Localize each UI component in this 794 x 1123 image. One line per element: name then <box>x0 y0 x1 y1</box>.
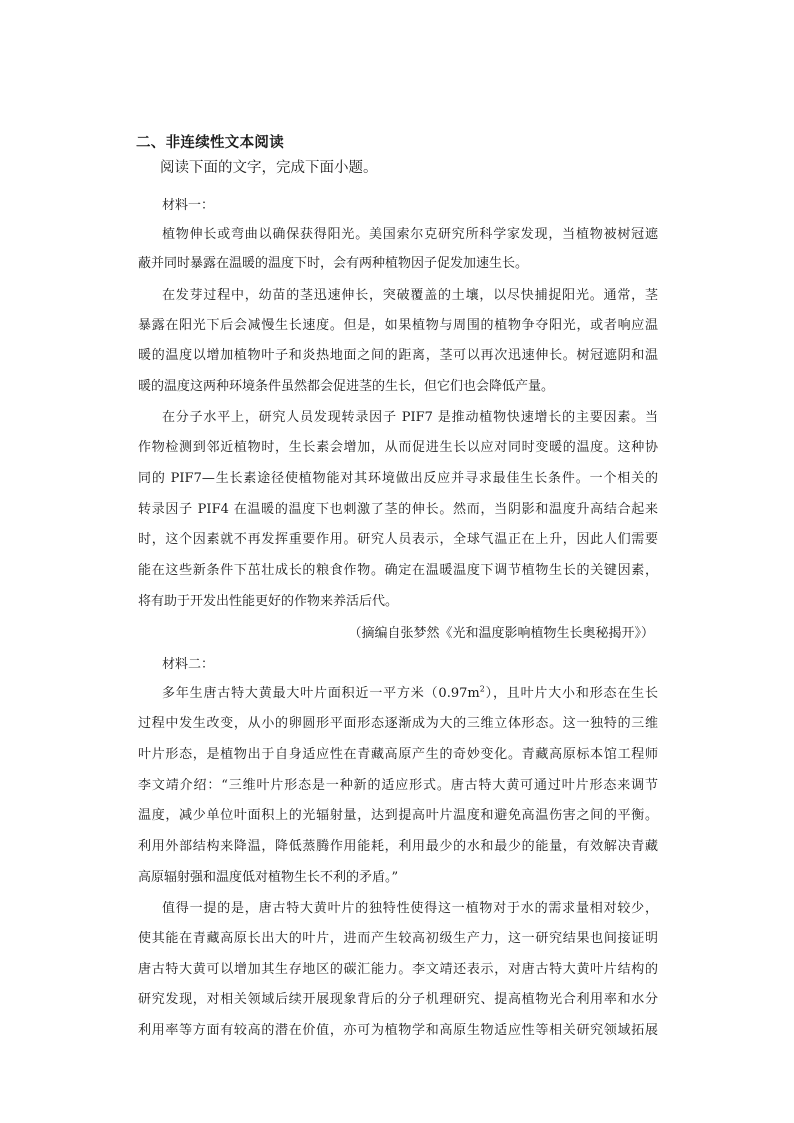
paragraph-line: 蔽并同时暴露在温暖的温度下时，会有两种植物因子促发加速生长。 <box>138 256 529 271</box>
paragraph-line: 在分子水平上，研究人员发现转录因子 PIF7 是推动植物快速增长的主要因素。当 <box>162 410 658 425</box>
paragraph-line: 能在这些新条件下茁壮成长的粮食作物。确定在温暖温度下调节植物生长的关键因素， <box>138 563 658 578</box>
source-citation: （摘编自张梦然《光和温度影响植物生长奥秘揭开》） <box>348 626 654 641</box>
superscript: 2 <box>479 684 485 694</box>
paragraph-line: 转录因子 PIF4 在温暖的温度下也刺激了茎的伸长。然而，当阴影和温度升高结合起来 <box>138 502 658 517</box>
paragraph-line: 将有助于开发出性能更好的作物来养活后代。 <box>138 594 399 609</box>
material2-label: 材料二： <box>162 657 215 672</box>
paragraph-line: 在发芽过程中，幼苗的茎迅速伸长，突破覆盖的土壤，以尽快捕捉阳光。通常，茎 <box>162 288 658 303</box>
paragraph-line: 使其能在青藏高原长出大的叶片，进而产生较高初级生产力，这一研究结果也间接证明 <box>138 931 658 946</box>
paragraph-line <box>162 684 658 704</box>
material1-label: 材料一： <box>162 198 215 213</box>
paragraph-line: 暴露在阳光下后会减慢生长速度。但是，如果植物与周围的植物争夺阳光，或者响应温 <box>138 318 658 333</box>
paragraph-line: 过程中发生改变，从小的卵圆形平面形态逐渐成为大的三维立体形态。这一独特的三维 <box>138 716 658 731</box>
paragraph-line: 利用率等方面有较高的潜在价值，亦可为植物学和高原生物适应性等相关研究领域拓展 <box>138 1023 658 1038</box>
paragraph-line: 唐古特大黄可以增加其生存地区的碳汇能力。李文靖还表示，对唐古特大黄叶片结构的 <box>138 962 658 977</box>
paragraph-line: 暖的温度以增加植物叶子和炎热地面之间的距离，茎可以再次迅速伸长。树冠遮阴和温 <box>138 348 658 363</box>
paragraph-line: 时，这个因素就不再发挥重要作用。研究人员表示，全球气温正在上升，因此人们需要 <box>138 532 658 547</box>
paragraph-line: 利用外部结构来降温，降低蒸腾作用能耗，利用最少的水和最少的能量，有效解决青藏 <box>138 839 658 854</box>
paragraph-line: 研究发现，对相关领域后续开展现象背后的分子机理研究、提高植物光合利用率和水分 <box>138 992 658 1007</box>
paragraph-line: 暖的温度这两种环境条件虽然都会促进茎的生长，但它们也会降低产量。 <box>138 379 555 394</box>
paragraph-line: 作物检测到邻近植物时，生长素会增加，从而促进生长以应对同时变暖的温度。这种协 <box>138 440 658 455</box>
line-text: 多年生唐古特大黄最大叶片面积近一平方米（0.97m <box>162 686 480 701</box>
instruction-text: 阅读下面的文字，完成下面小题。 <box>160 160 378 176</box>
paragraph-line: 值得一提的是，唐古特大黄叶片的独特性使得这一植物对于水的需求量相对较少， <box>162 901 658 916</box>
line-text: ），且叶片大小和形态在生长 <box>484 686 658 701</box>
paragraph-line: 高原辐射强和温度低对植物生长不利的矛盾。” <box>138 870 399 885</box>
paragraph-line: 植物伸长或弯曲以确保获得阳光。美国索尔克研究所科学家发现，当植物被树冠遮 <box>162 227 658 242</box>
section-heading: 二、非连续性文本阅读 <box>136 135 284 151</box>
paragraph-line: 同的 PIF7—生长素途径使植物能对其环境做出反应并寻求最佳生长条件。一个相关的 <box>138 471 658 486</box>
paragraph-line: 温度，减少单位叶面积上的光辐射量，达到提高叶片温度和避免高温伤害之间的平衡。 <box>138 808 658 823</box>
paragraph-line: 叶片形态，是植物出于自身适应性在青藏高原产生的奇妙变化。青藏高原标本馆工程师 <box>138 747 658 762</box>
paragraph-line: 李文靖介绍：“三维叶片形态是一种新的适应形式。唐古特大黄可通过叶片形态来调节 <box>138 778 658 793</box>
